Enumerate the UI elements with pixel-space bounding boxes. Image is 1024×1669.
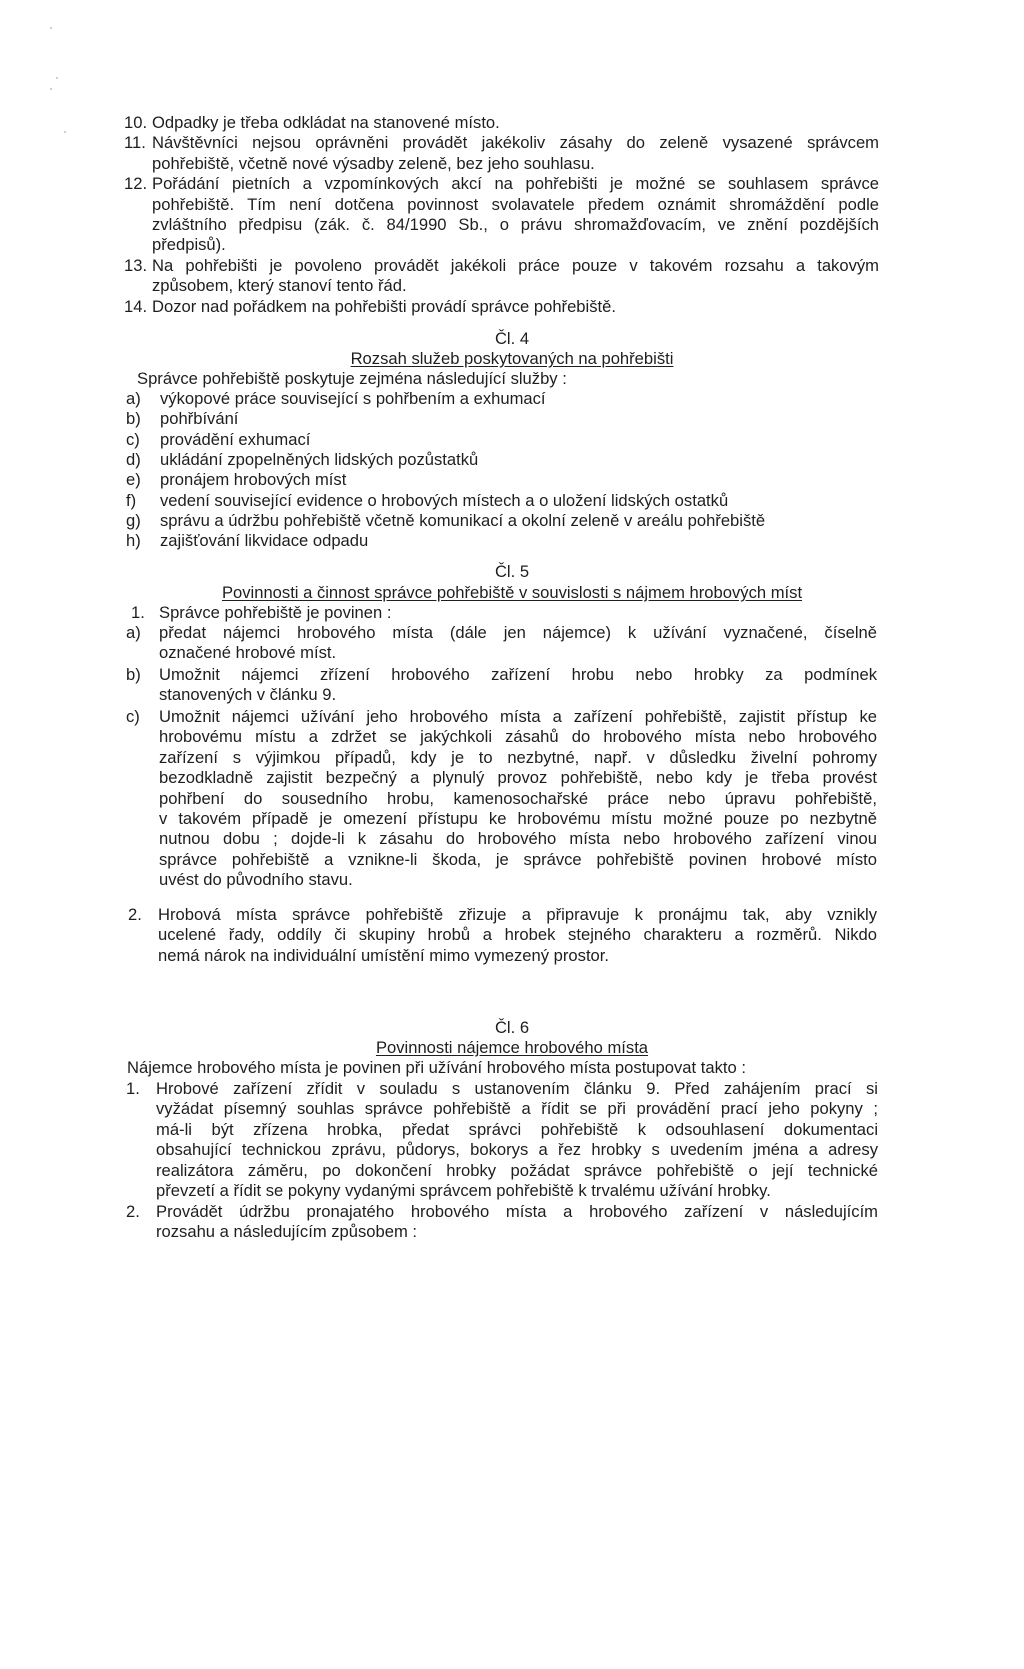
- list-item-text: předpisů).: [152, 235, 226, 255]
- paragraph-number: 1.: [131, 603, 145, 622]
- service-item: pronájem hrobových míst: [160, 470, 347, 490]
- obligation-text: zařízení s výjimkou případů, kdy je to nezbytné, např. v důsledku živelní pohromy: [159, 747, 877, 767]
- service-letter: f): [126, 490, 137, 510]
- obligation-text: označené hrobové míst.: [159, 643, 337, 663]
- list-item-number: 14.: [124, 296, 148, 316]
- list-item-number: 13.: [124, 255, 148, 275]
- obligation-text: bezodkladně zajistit bezpečný a plynulý provoz pohřebiště, nebo kdy je třeba provést: [159, 768, 877, 788]
- obligation-number: 2.: [126, 1202, 140, 1221]
- service-item: ukládání zpopelněných lidských pozůstatků: [160, 449, 479, 469]
- service-item: správu a údržbu pohřebiště včetně komunikací a okolní zeleně v areálu pohřebiště: [160, 510, 766, 530]
- obligation-text: rozsahu a následujícím způsobem :: [156, 1222, 418, 1242]
- obligation-text: pohřbení do sousedního hrobu, kamenosochařské práce nebo úpravu pohřebiště,: [159, 788, 877, 808]
- service-item: provádění exhumací: [160, 429, 311, 449]
- service-letter: e): [126, 470, 141, 490]
- paragraph-text: Hrobová místa správce pohřebiště zřizuje a připravuje k pronájmu tak, aby vznikly: [158, 905, 877, 924]
- obligation-text: správce pohřebiště a vznikne-li škoda, je správce pohřebiště povinen hrobové místo: [159, 849, 877, 869]
- service-item: zajišťování likvidace odpadu: [160, 531, 369, 551]
- list-item-text: zvláštního předpisu (zák. č. 84/1990 Sb., o právu shromažďovacím, ve znění pozdějších: [152, 215, 879, 234]
- list-item-text: Odpadky je třeba odkládat na stanovené místo.: [152, 113, 500, 132]
- list-item-text: způsobem, který stanoví tento řád.: [152, 276, 407, 296]
- obligation-text: Umožnit nájemci užívání jeho hrobového místa a zařízení pohřebiště, zajistit přístup ke: [159, 707, 877, 726]
- article-intro: Správce pohřebiště poskytuje zejména následující služby :: [137, 369, 567, 388]
- list-item-text: pohřebiště. Tím není dotčena povinnost svolavatele předem oznámit shromáždění podle: [152, 194, 879, 214]
- paragraph-text: ucelené řady, oddíly či skupiny hrobů a hrobek stejného charakteru a rozměrů. Nikdo: [158, 925, 877, 945]
- obligation-letter: a): [126, 623, 141, 642]
- list-item-text: Dozor nad pořádkem na pohřebišti provádí správce pohřebiště.: [152, 296, 616, 316]
- list-item-text: Pořádání pietních a vzpomínkových akcí na pohřebišti je možné se souhlasem správce: [152, 174, 879, 194]
- obligation-text: stanovených v článku 9.: [159, 685, 337, 705]
- list-item-number: 10.: [124, 113, 148, 132]
- article-heading: Čl. 6: [494, 1018, 530, 1037]
- article-title: Rozsah služeb poskytovaných na pohřebišti: [350, 349, 674, 368]
- list-item-number: 11.: [124, 133, 146, 153]
- obligation-text: hrobovému místu a zdržet se jakýchkoli zásahů do hrobového místa nebo hrobového: [159, 727, 877, 747]
- article-intro: Nájemce hrobového místa je povinen při užívání hrobového místa postupovat takto :: [127, 1058, 746, 1077]
- article-heading: Čl. 5: [494, 562, 530, 581]
- obligation-text: převzetí a řídit se pokyny vydanými správcem pohřebiště k trvalému užívání hrobky.: [156, 1181, 771, 1200]
- service-letter: c): [126, 429, 140, 449]
- article-heading: Čl. 4: [494, 329, 530, 348]
- obligation-letter: b): [126, 665, 141, 684]
- obligation-text: má-li být zřízena hrobka, předat správci pohřebiště k odsouhlasení dokumentaci: [156, 1119, 878, 1139]
- scan-speck: [56, 77, 58, 79]
- obligation-letter: c): [126, 707, 140, 726]
- paragraph-text: Správce pohřebiště je povinen :: [159, 603, 392, 622]
- obligation-text: uvést do původního stavu.: [159, 870, 353, 890]
- obligation-text: Hrobové zařízení zřídit v souladu s ustanovením článku 9. Před zahájením prací si: [156, 1079, 878, 1098]
- service-item: vedení související evidence o hrobových místech a o uložení lidských ostatků: [160, 490, 729, 510]
- service-letter: a): [126, 389, 141, 408]
- article-title: Povinnosti nájemce hrobového místa: [375, 1038, 649, 1057]
- scan-speck: [50, 88, 52, 90]
- obligation-text: vyžádat písemný souhlas správce pohřebiště a řídit se při provádění prací jeho pokyny ;: [156, 1099, 878, 1119]
- obligation-text: předat nájemci hrobového místa (dále jen nájemce) k užívání vyznačené, číselně: [159, 623, 877, 642]
- service-item: výkopové práce související s pohřbením a exhumací: [160, 389, 546, 408]
- obligation-text: obsahující technickou zprávu, půdorys, bokorys a řez hrobky s uvedením jména a adresy: [156, 1140, 878, 1160]
- list-item-text: Návštěvníci nejsou oprávněni provádět jakékoliv zásahy do zeleně vysazené správcem: [152, 133, 879, 153]
- paragraph-text: nemá nárok na individuální umístění mimo vymezený prostor.: [158, 945, 610, 965]
- paragraph-number: 2.: [128, 905, 142, 924]
- obligation-text: realizátora záměru, po dokončení hrobky požádat správce pohřebiště o její technické: [156, 1160, 878, 1180]
- list-item-text: Na pohřebišti je povoleno provádět jakékoli práce pouze v takovém rozsahu a takovým: [152, 255, 879, 275]
- service-letter: d): [126, 449, 141, 469]
- scan-speck: [64, 131, 66, 133]
- service-letter: h): [126, 531, 141, 551]
- obligation-text: Provádět údržbu pronajatého hrobového místa a hrobového zařízení v následujícím: [156, 1202, 878, 1221]
- obligation-text: nutnou dobu ; dojde-li k zásahu do hrobového místa nebo hrobového zařízení vinou: [159, 829, 877, 849]
- service-letter: g): [126, 510, 141, 530]
- service-letter: b): [126, 409, 141, 429]
- obligation-number: 1.: [126, 1079, 140, 1098]
- obligation-text: v takovém případě je omezení přístupu ke hrobovému místu možné pouze po nezbytně: [159, 809, 877, 828]
- scan-speck: [50, 27, 52, 29]
- article-title: Povinnosti a činnost správce pohřebiště v souvislosti s nájmem hrobových míst: [221, 583, 803, 602]
- obligation-text: Umožnit nájemci zřízení hrobového zařízení hrobu nebo hrobky za podmínek: [159, 665, 877, 684]
- list-item-number: 12.: [124, 174, 148, 194]
- service-item: pohřbívání: [160, 409, 239, 429]
- list-item-text: pohřebiště, včetně nové výsadby zeleně, bez jeho souhlasu.: [152, 153, 595, 173]
